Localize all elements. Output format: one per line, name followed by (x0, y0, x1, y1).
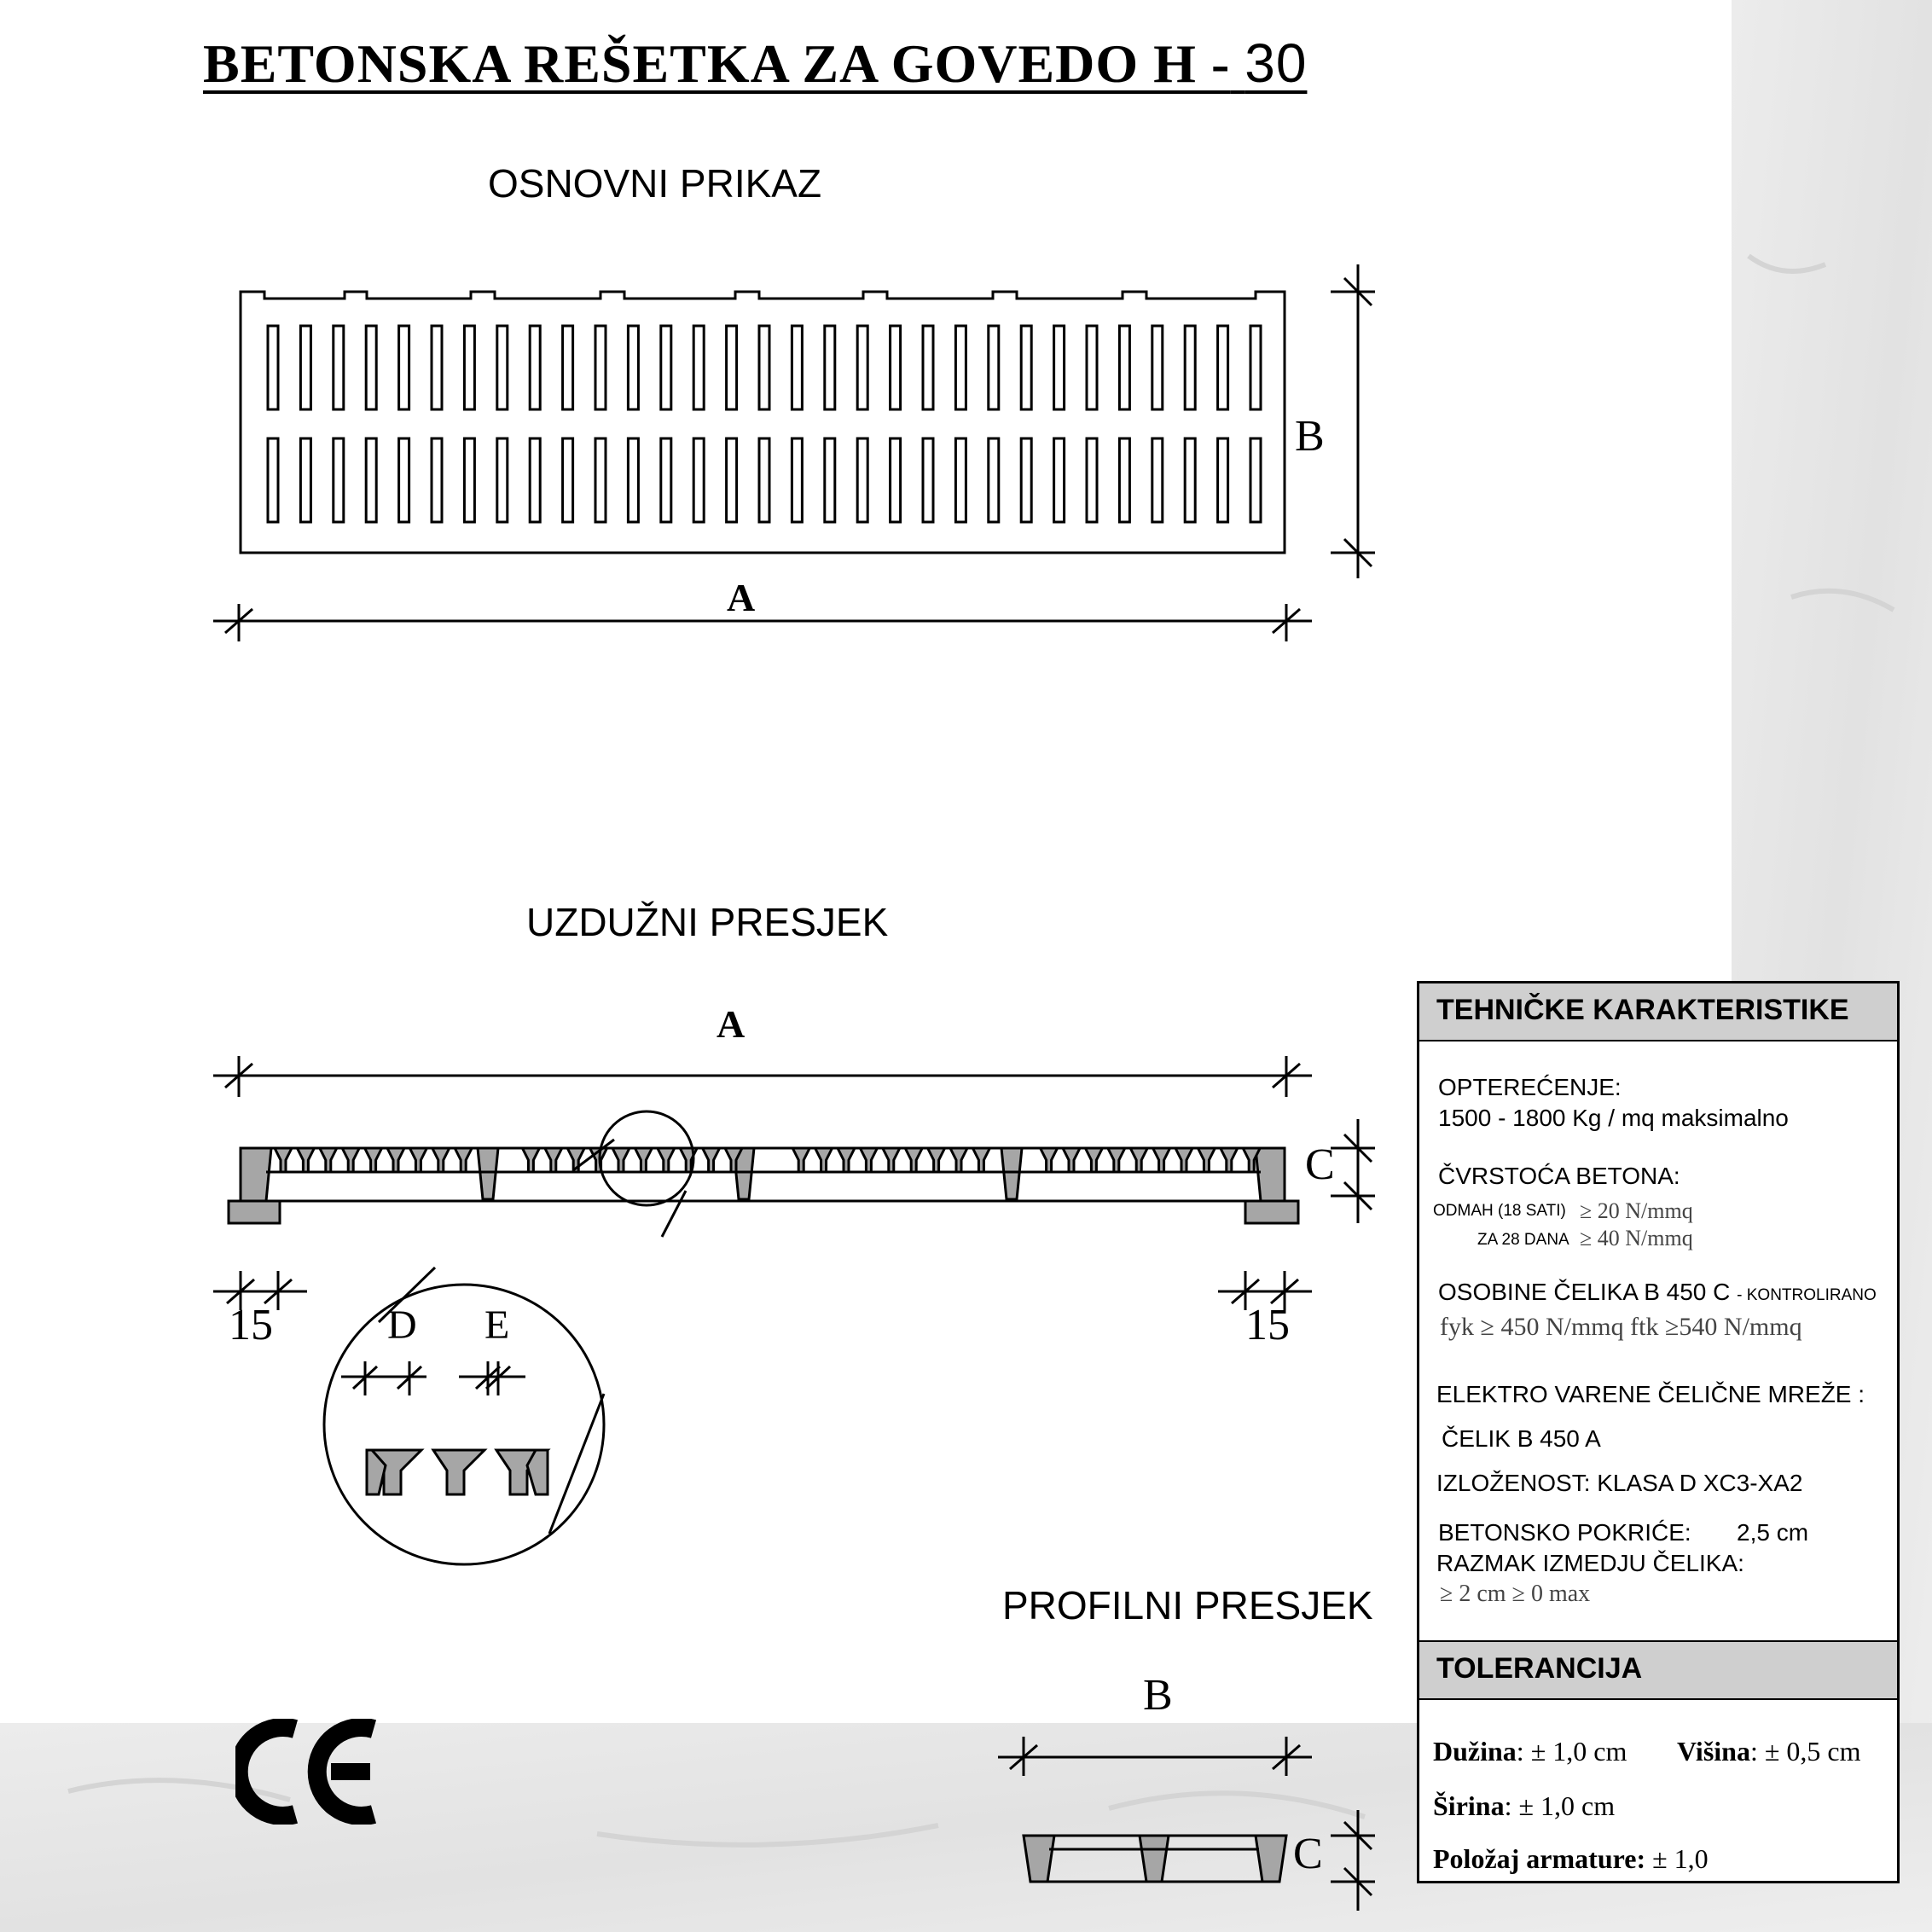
section-tooth (860, 1148, 877, 1172)
edge-right-label: 15 (1245, 1301, 1290, 1349)
mesh-value: ČELIK B 450 A (1442, 1425, 1601, 1452)
slot-lower (727, 438, 737, 522)
slot-upper (530, 326, 540, 409)
slot-upper (432, 326, 442, 409)
slot-upper (759, 326, 769, 409)
exposure: IZLOŽENOST: KLASA D XC3-XA2 (1436, 1470, 1803, 1496)
tolerance-heading: TOLERANCIJA (1419, 1640, 1897, 1700)
top-view-heading: OSNOVNI PRIKAZ (488, 161, 822, 206)
dimension-c-profile (1331, 1810, 1375, 1911)
section-tooth (1175, 1148, 1192, 1172)
detail-view (324, 1268, 604, 1564)
slot-lower (1021, 438, 1031, 522)
section-tooth (635, 1148, 652, 1172)
slot-upper (1152, 326, 1163, 409)
section-tooth (792, 1148, 809, 1172)
slot-upper (1185, 326, 1195, 409)
slot-upper (1054, 326, 1065, 409)
longitudinal-section-teeth (275, 1148, 1260, 1172)
slot-upper (923, 326, 933, 409)
slot-lower (300, 438, 310, 522)
profile-dim-b-label: B (1143, 1671, 1173, 1720)
profile-dim-c-label: C (1293, 1830, 1323, 1878)
slot-lower (891, 438, 901, 522)
slot-lower (399, 438, 409, 522)
section-tooth (432, 1148, 450, 1172)
slot-upper (1021, 326, 1031, 409)
slot-upper (497, 326, 508, 409)
top-view-slots (268, 326, 1261, 522)
section-tooth (838, 1148, 855, 1172)
section-tooth (905, 1148, 922, 1172)
section-tooth (455, 1148, 472, 1172)
slot-lower (268, 438, 278, 522)
slot-lower (1119, 438, 1129, 522)
top-view-slab (241, 292, 1285, 553)
slot-lower (825, 438, 835, 522)
cover-value: 2,5 cm (1737, 1519, 1809, 1546)
slot-lower (595, 438, 606, 522)
section-tooth (950, 1148, 967, 1172)
slot-upper (661, 326, 671, 409)
section-tooth (928, 1148, 945, 1172)
section-tooth (1085, 1148, 1102, 1172)
slot-lower (334, 438, 344, 522)
steel-label: OSOBINE ČELIKA B 450 C - KONTROLIRANO (1438, 1279, 1877, 1305)
detail-d-label: D (387, 1303, 417, 1348)
width-tolerance: Širina: ± 1,0 cm (1433, 1790, 1616, 1821)
section-tooth (883, 1148, 900, 1172)
slot-upper (1250, 326, 1261, 409)
section-tooth (815, 1148, 833, 1172)
strength-28-value: ≥ 40 N/mmq (1580, 1226, 1693, 1250)
load-value: 1500 - 1800 Kg / mq maksimalno (1438, 1105, 1789, 1131)
dimension-b-profile (998, 1737, 1312, 1776)
longitudinal-section-heading: UZDUŽNI PRESJEK (526, 900, 889, 944)
slot-upper (825, 326, 835, 409)
slot-lower (923, 438, 933, 522)
slot-upper (366, 326, 376, 409)
strength-label: ČVRSTOĆA BETONA: (1438, 1163, 1680, 1189)
slot-upper (268, 326, 278, 409)
section-tooth (297, 1148, 314, 1172)
profile-section-slab (1024, 1836, 1286, 1882)
slot-lower (628, 438, 638, 522)
slot-upper (399, 326, 409, 409)
slot-lower (989, 438, 999, 522)
specs-heading: TEHNIČKE KARAKTERISTIKE (1419, 983, 1897, 1041)
slot-lower (955, 438, 966, 522)
section-dim-c-label: C (1305, 1140, 1335, 1189)
spacing-value: ≥ 2 cm ≥ 0 max (1440, 1581, 1591, 1607)
slot-upper (464, 326, 474, 409)
section-tooth (1153, 1148, 1170, 1172)
slot-lower (1054, 438, 1065, 522)
section-dim-a-label: A (717, 1002, 746, 1046)
slot-upper (1218, 326, 1228, 409)
section-tooth (409, 1148, 426, 1172)
section-tooth (1130, 1148, 1147, 1172)
strength-18-value: ≥ 20 N/mmq (1580, 1198, 1693, 1223)
slot-lower (857, 438, 867, 522)
mesh-label: ELEKTRO VARENE ČELIČNE MREŽE : (1436, 1381, 1865, 1407)
slot-lower (497, 438, 508, 522)
slot-upper (792, 326, 802, 409)
strength-18-label: ODMAH (18 SATI) (1433, 1202, 1566, 1220)
section-tooth (658, 1148, 675, 1172)
edge-left-label: 15 (229, 1301, 273, 1349)
height-tolerance: Višina: ± 0,5 cm (1677, 1736, 1861, 1767)
slot-lower (563, 438, 573, 522)
slot-upper (693, 326, 704, 409)
section-tooth (1221, 1148, 1238, 1172)
length-tolerance: Dužina: ± 1,0 cm (1433, 1736, 1627, 1767)
top-dim-b-label: B (1295, 412, 1325, 461)
top-dim-a-label: A (727, 576, 756, 619)
cover-label: BETONSKO POKRIĆE: (1438, 1519, 1691, 1546)
slot-upper (857, 326, 867, 409)
strength-28-label: ZA 28 DANA (1477, 1231, 1569, 1249)
slot-lower (1087, 438, 1097, 522)
section-tooth (275, 1148, 292, 1172)
steel-values: fyk ≥ 450 N/mmq ftk ≥540 N/mmq (1440, 1313, 1802, 1341)
load-label: OPTEREĆENJE: (1438, 1074, 1622, 1100)
slot-lower (432, 438, 442, 522)
slot-lower (464, 438, 474, 522)
ce-mark-logo (235, 1719, 380, 1825)
slot-lower (661, 438, 671, 522)
section-tooth (545, 1148, 562, 1172)
section-tooth (612, 1148, 629, 1172)
slot-lower (366, 438, 376, 522)
detail-e-label: E (484, 1303, 510, 1348)
drawing-title: BETONSKA REŠETKA ZA GOVEDO H - 30 (203, 32, 1308, 94)
slot-upper (595, 326, 606, 409)
slot-upper (891, 326, 901, 409)
section-tooth (387, 1148, 404, 1172)
slot-lower (1152, 438, 1163, 522)
slot-upper (628, 326, 638, 409)
section-tooth (342, 1148, 359, 1172)
slot-lower (1250, 438, 1261, 522)
steel-note: - KONTROLIRANO (1737, 1286, 1877, 1304)
dimension-c-section (1331, 1119, 1375, 1223)
slot-lower (759, 438, 769, 522)
slot-lower (1218, 438, 1228, 522)
section-tooth (522, 1148, 539, 1172)
section-tooth (1041, 1148, 1058, 1172)
slot-upper (727, 326, 737, 409)
section-tooth (320, 1148, 337, 1172)
section-tooth (1198, 1148, 1215, 1172)
slot-lower (792, 438, 802, 522)
section-tooth (1063, 1148, 1080, 1172)
slot-upper (563, 326, 573, 409)
section-tooth (972, 1148, 989, 1172)
slot-lower (693, 438, 704, 522)
slot-upper (989, 326, 999, 409)
slot-upper (334, 326, 344, 409)
dimension-b-top (1331, 264, 1375, 578)
rebar-tolerance: Položaj armature: ± 1,0 (1433, 1843, 1709, 1874)
section-tooth (703, 1148, 720, 1172)
slot-lower (1185, 438, 1195, 522)
dimension-a-section (213, 1056, 1312, 1097)
slot-upper (1087, 326, 1097, 409)
slot-upper (955, 326, 966, 409)
profile-section-heading: PROFILNI PRESJEK (1002, 1583, 1373, 1627)
slot-lower (530, 438, 540, 522)
section-tooth (365, 1148, 382, 1172)
slot-upper (300, 326, 310, 409)
spacing-label: RAZMAK IZMEDJU ČELIKA: (1436, 1550, 1744, 1576)
dimension-a-top (213, 604, 1312, 641)
slot-upper (1119, 326, 1129, 409)
technical-characteristics-panel (1417, 981, 1900, 1883)
section-tooth (1108, 1148, 1125, 1172)
